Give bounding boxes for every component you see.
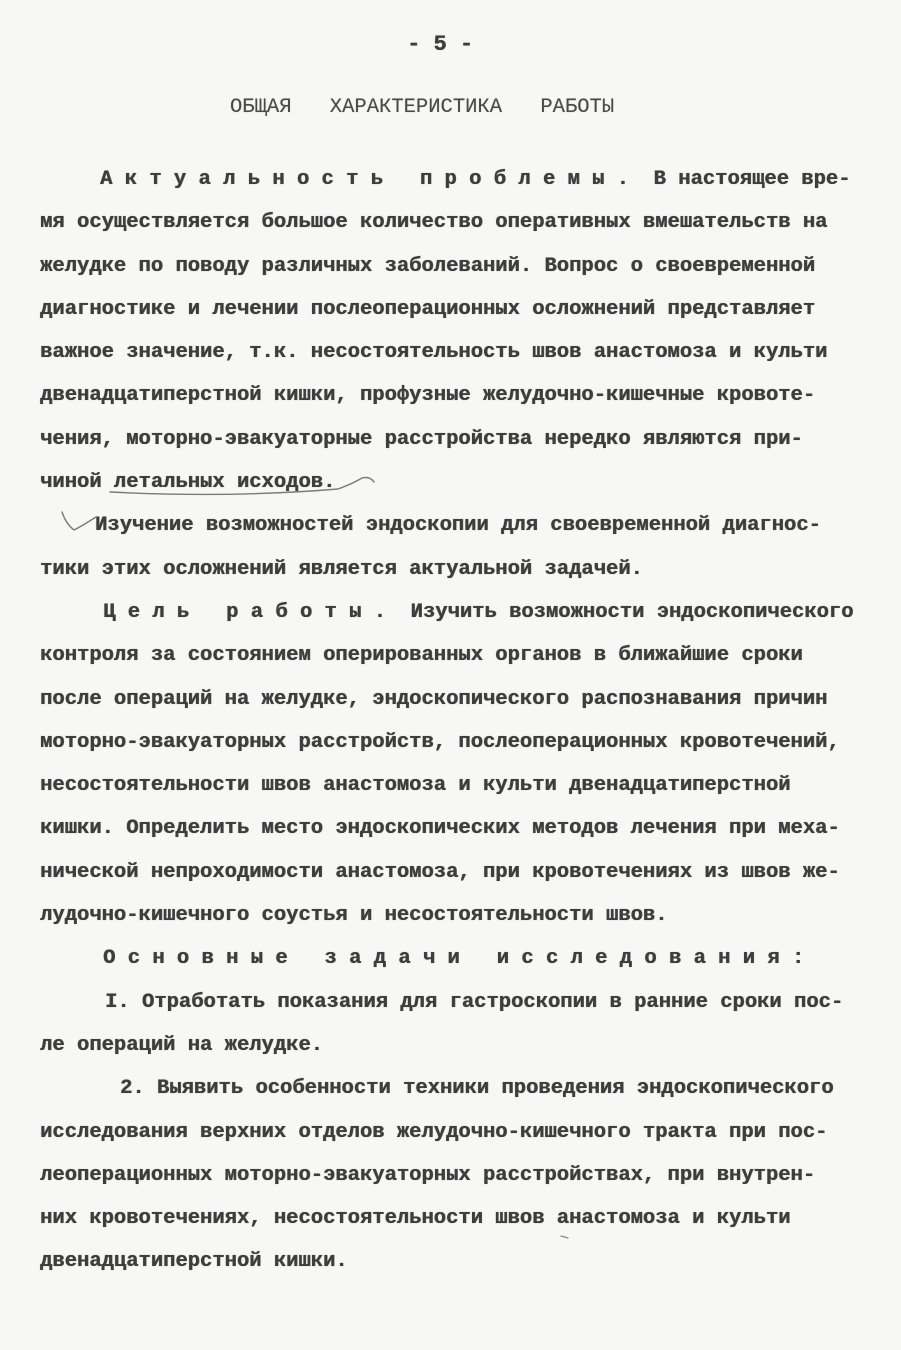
text-line: чиной летальных исходов. — [40, 471, 336, 495]
document-body — [40, 158, 870, 1284]
text-line: мя осуществляется большое количество оперативных вмешательств на — [40, 211, 828, 235]
list-item-line: I. Отработать показания для гастроскопии в ранние сроки пос- — [105, 990, 844, 1014]
list-item-line: ле операций на желудке. — [40, 1033, 323, 1057]
text-line: контроля за состоянием оперированных органов в ближайшие сроки — [40, 644, 803, 668]
text-span: В настоящее вре- — [641, 168, 851, 191]
list-item-line: исследования верхних отделов желудочно-кишечного тракта при пос- — [40, 1120, 828, 1144]
section-heading: Цель работы. — [103, 600, 399, 624]
page-title: ОБЩАЯ ХАРАКТЕРИСТИКА РАБОТЫ — [230, 96, 615, 119]
text-line: двенадцатиперстной кишки, профузные желудочно-кишечные кровоте- — [40, 384, 816, 408]
text-line — [40, 158, 870, 201]
text-line: кишки. Определить место эндоскопических методов лечения при меха- — [40, 817, 840, 841]
page-number: - 5 - — [407, 32, 474, 57]
text-line: лудочно-кишечного соустья и несостоятельности швов. — [40, 904, 668, 928]
text-line — [40, 591, 870, 634]
list-item-line: них кровотечениях, несостоятельности швов анастомоза и культи — [40, 1207, 791, 1231]
text-line: несостоятельности швов анастомоза и культи двенадцатиперстной — [40, 774, 791, 798]
text-span: Изучить возможности эндоскопического — [398, 600, 854, 624]
list-item-line: леоперационных моторно-эвакуаторных расстройствах, при внутрен- — [40, 1163, 816, 1187]
list-item-line: двенадцатиперстной кишки. — [40, 1250, 348, 1274]
text-line: тики этих осложнений является актуальной задачей. — [40, 557, 643, 581]
text-line: нической непроходимости анастомоза, при кровотечениях из швов же- — [40, 860, 840, 884]
text-line: чения, моторно-эвакуаторные расстройства нередко являются при- — [40, 427, 803, 451]
text-line — [40, 937, 870, 980]
section-heading: Актуальность проблемы. — [100, 168, 642, 191]
text-line: диагностике и лечении послеоперационных осложнений представляет — [40, 297, 816, 321]
text-line: моторно-эвакуаторных расстройств, послеоперационных кровотечений, — [40, 730, 840, 754]
text-line: важное значение, т.к. несостоятельность швов анастомоза и культи — [40, 341, 828, 365]
text-line: после операций на желудке, эндоскопического распознавания причин — [40, 687, 828, 711]
list-item-line: 2. Выявить особенности техники проведения эндоскопического — [120, 1077, 834, 1101]
text-line: желудке по поводу различных заболеваний. Вопрос о своевременной — [40, 254, 816, 278]
section-heading: Основные задачи исследования: — [103, 947, 817, 971]
text-line: Изучение возможностей эндоскопии для своевременной диагнос- — [95, 514, 821, 538]
